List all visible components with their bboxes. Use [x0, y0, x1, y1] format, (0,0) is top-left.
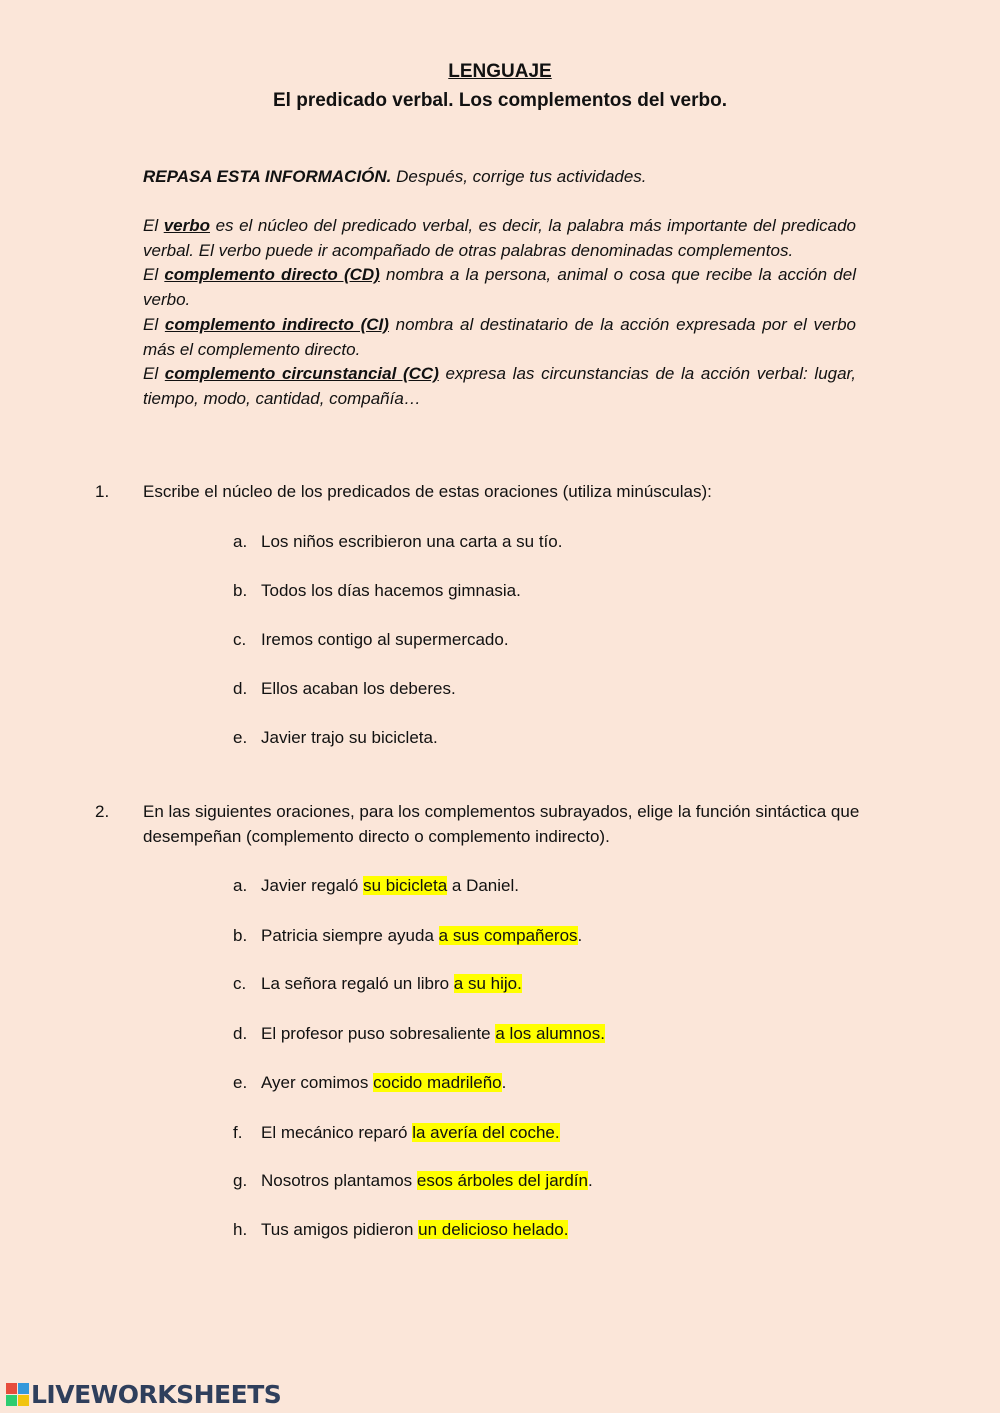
item-letter: d. — [233, 679, 248, 698]
review-text-pre: El — [143, 265, 165, 285]
term-complemento-circunstancial: complemento circunstancial (CC) — [164, 364, 439, 384]
q2-item-e — [233, 1071, 506, 1095]
highlighted-complement: la avería del coche. — [412, 1123, 560, 1142]
item-text: Iremos contigo al supermercado. — [261, 630, 509, 649]
liveworksheets-logo-icon — [6, 1383, 29, 1406]
item-text-post: . — [577, 926, 583, 945]
q1-item-d — [233, 677, 456, 701]
brand-name: LIVEWORKSHEETS — [31, 1379, 282, 1409]
logo-square — [18, 1383, 29, 1394]
question-text: En las siguientes oraciones, para los complementos subrayados, elige la función sintáctica que desempeñan (complemento directo o complemento indirecto). — [143, 802, 860, 846]
highlighted-complement: cocido madrileño — [373, 1073, 502, 1092]
logo-square — [6, 1395, 17, 1406]
question-number: 1. — [95, 482, 110, 501]
highlighted-complement: esos árboles del jardín — [416, 1171, 588, 1190]
review-heading-rest: Después, corrige tus actividades. — [391, 167, 647, 186]
review-paragraph-cc — [143, 362, 856, 411]
question-text: Escribe el núcleo de los predicados de estas oraciones (utiliza minúsculas): — [143, 482, 712, 501]
item-letter: f. — [233, 1123, 243, 1142]
item-letter: b. — [233, 926, 248, 945]
footer-brand[interactable] — [6, 1378, 281, 1410]
review-paragraph-ci — [143, 313, 856, 362]
page-subtitle: El predicado verbal. Los complementos del verbo. — [272, 90, 727, 111]
page-title: LENGUAJE — [448, 61, 552, 82]
item-text-post: . — [587, 1171, 593, 1190]
item-letter: e. — [233, 1073, 248, 1092]
item-text: Javier trajo su bicicleta. — [261, 728, 438, 747]
review-text-post: nombra al destinatario de la acción expresada por el verbo más el complemento directo. — [143, 314, 857, 359]
item-letter: g. — [233, 1171, 248, 1190]
item-letter: a. — [233, 532, 248, 551]
review-paragraph-cd — [143, 263, 856, 312]
logo-square — [6, 1383, 17, 1394]
item-letter: c. — [233, 630, 247, 649]
item-text-pre: Ayer comimos — [261, 1073, 374, 1092]
question-1 — [95, 480, 885, 505]
item-letter: c. — [233, 974, 247, 993]
review-heading-bold: REPASA ESTA INFORMACIÓN. — [143, 167, 392, 186]
review-text-pre: El — [143, 314, 165, 334]
review-text-pre: El — [143, 216, 164, 235]
item-letter: a. — [233, 876, 248, 895]
item-text-post: a Daniel. — [447, 876, 519, 895]
item-letter: h. — [233, 1220, 248, 1239]
highlighted-complement: a los alumnos. — [495, 1024, 605, 1043]
q2-item-c — [233, 972, 522, 996]
item-text-post: . — [501, 1073, 507, 1092]
q1-item-a — [233, 530, 562, 554]
item-letter: e. — [233, 728, 248, 747]
highlighted-complement: a su hijo. — [453, 974, 522, 993]
q1-item-b — [233, 579, 521, 603]
review-heading — [143, 165, 856, 190]
review-text-post: expresa las circunstancias de la acción verbal: lugar, tiempo, modo, cantidad, compañía… — [143, 364, 857, 408]
review-text — [143, 214, 856, 412]
q2-item-a — [233, 874, 519, 898]
item-letter: b. — [233, 581, 248, 600]
item-text-pre: La señora regaló un libro — [261, 974, 454, 993]
q1-item-c — [233, 628, 509, 652]
item-letter: d. — [233, 1024, 248, 1043]
term-complemento-directo: complemento directo (CD) — [164, 265, 380, 285]
q2-item-h — [233, 1218, 568, 1242]
highlighted-complement: su bicicleta — [363, 876, 448, 895]
item-text-pre: Patricia siempre ayuda — [261, 926, 439, 945]
item-text-pre: Nosotros plantamos — [261, 1171, 417, 1190]
item-text-pre: El profesor puso sobresaliente — [261, 1024, 496, 1043]
highlighted-complement: un delicioso helado. — [418, 1220, 569, 1239]
item-text-pre: El mecánico reparó — [261, 1123, 413, 1142]
q2-item-d — [233, 1022, 605, 1046]
review-text-pre: El — [143, 364, 165, 384]
item-text: Los niños escribieron una carta a su tío. — [261, 532, 563, 551]
q2-item-b — [233, 924, 582, 948]
question-number: 2. — [95, 802, 110, 821]
item-text-pre: Javier regaló — [261, 876, 364, 895]
logo-square — [18, 1395, 29, 1406]
item-text-pre: Tus amigos pidieron — [261, 1220, 419, 1239]
q1-item-e — [233, 726, 438, 750]
q2-item-f — [233, 1121, 560, 1145]
item-text: Todos los días hacemos gimnasia. — [261, 581, 521, 600]
q2-item-g — [233, 1169, 593, 1193]
term-verbo: verbo — [163, 216, 210, 235]
highlighted-complement: a sus compañeros — [438, 926, 578, 945]
review-text-post: es el núcleo del predicado verbal, es decir, la palabra más importante del predicado verbal. El verbo puede ir acompañado de otras palabras denominadas complementos. — [143, 216, 856, 260]
review-text-post: nombra a la persona, animal o cosa que recibe la acción del verbo. — [143, 265, 856, 310]
term-complemento-indirecto: complemento indirecto (CI) — [164, 314, 389, 334]
question-2 — [95, 800, 885, 849]
item-text: Ellos acaban los deberes. — [261, 679, 456, 698]
review-paragraph-verbo — [143, 214, 856, 263]
